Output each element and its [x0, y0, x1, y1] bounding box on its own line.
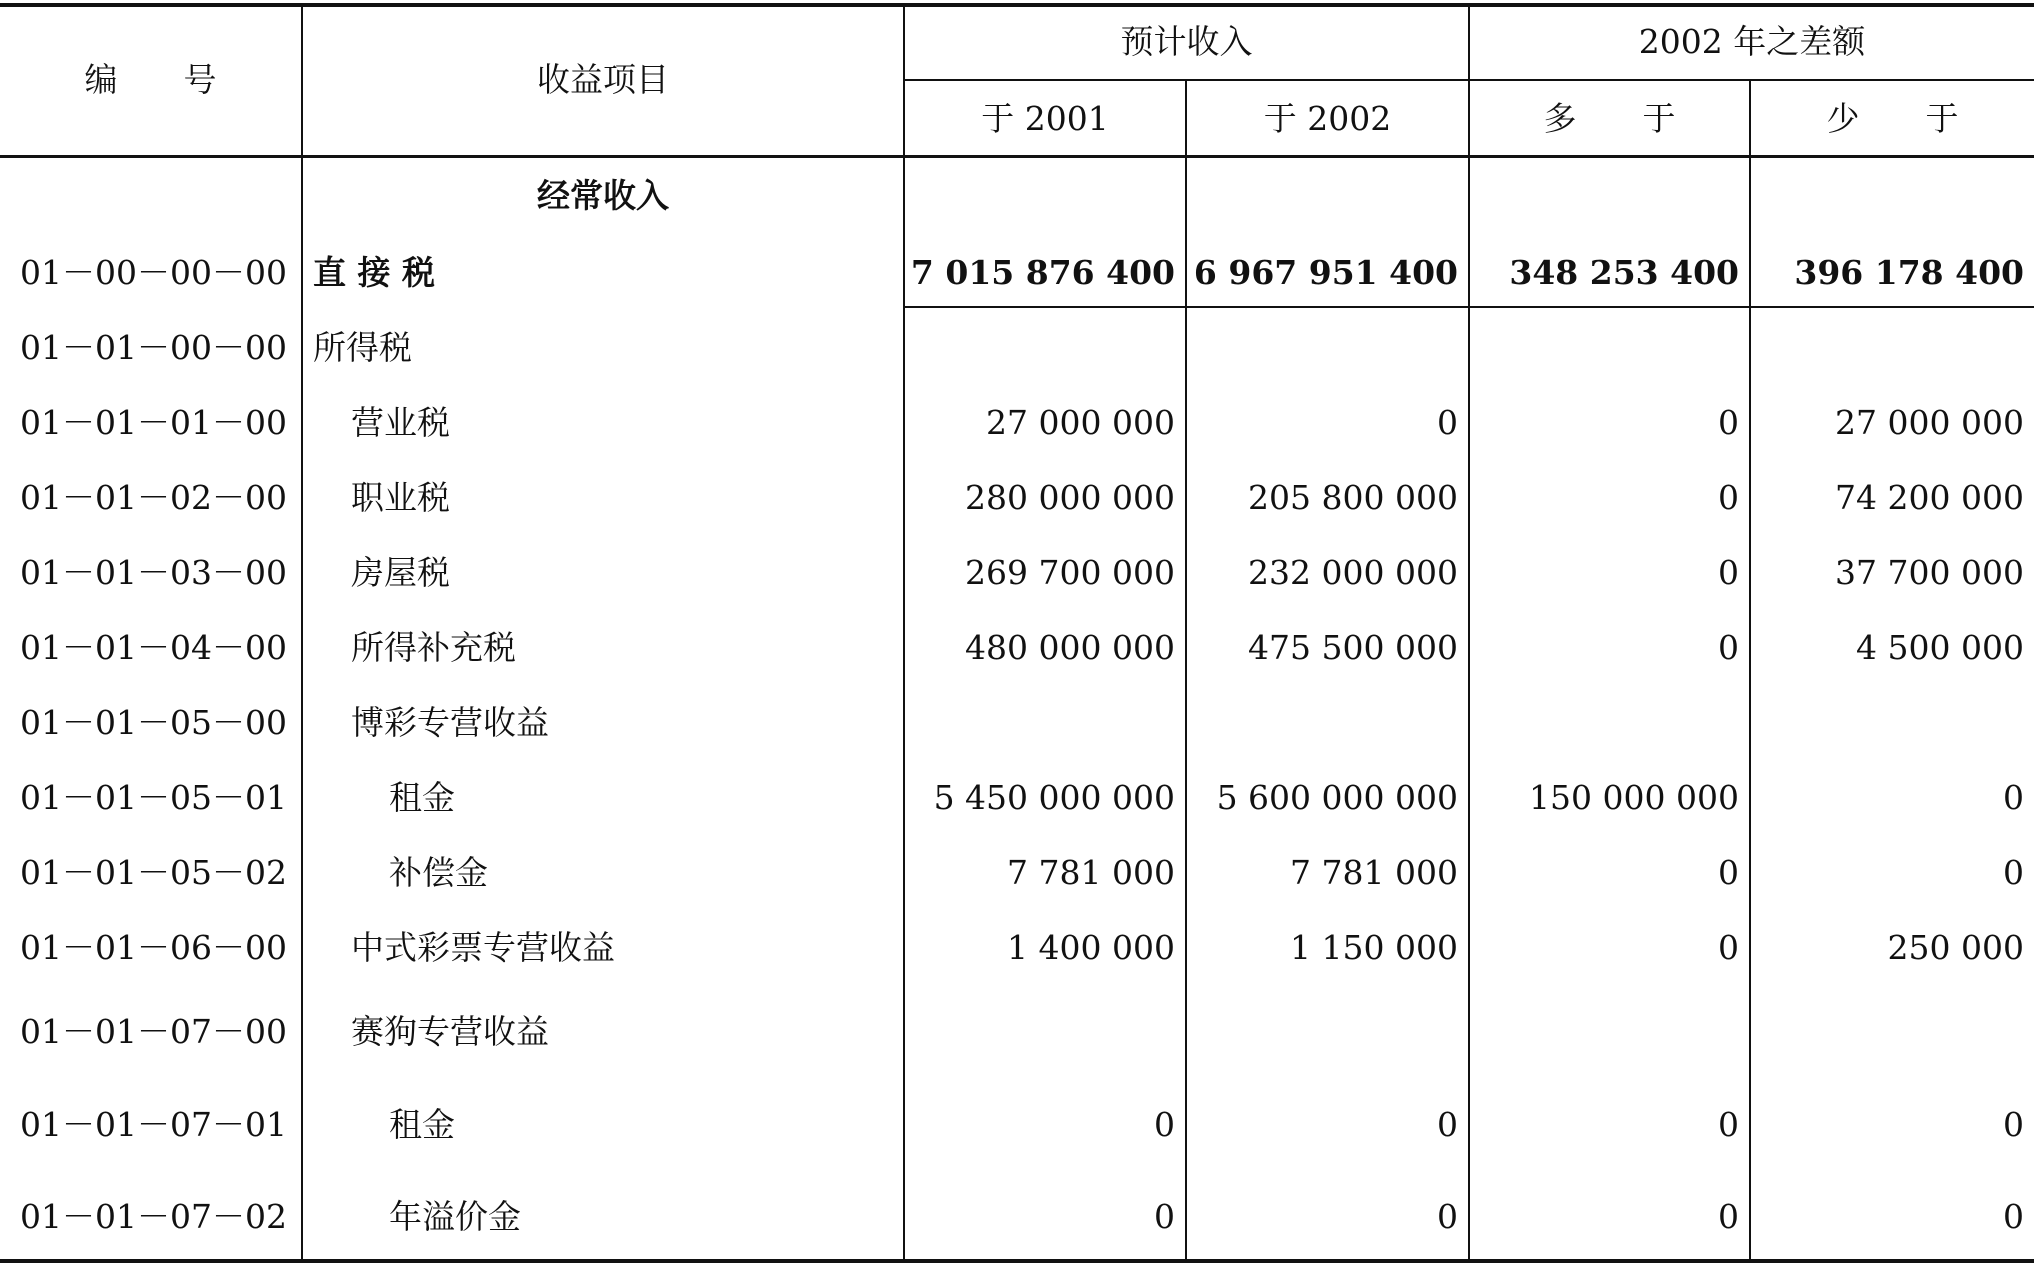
row-code: 01－01－01－00: [20, 403, 287, 442]
row-item: 租金: [389, 778, 455, 817]
row-2001: 480 000 000: [965, 628, 1175, 667]
row-2001: 5 450 000 000: [933, 778, 1175, 817]
row-2002: 5 600 000 000: [1216, 778, 1458, 817]
row-2002: 0: [1437, 1197, 1458, 1236]
row-code: 01－01－05－00: [20, 703, 287, 742]
row-item: 租金: [389, 1105, 455, 1144]
row-2002: 6 967 951 400: [1193, 253, 1458, 292]
header-bottom-rule: [0, 155, 2034, 158]
row-2002: 0: [1437, 403, 1458, 442]
row-2001: 27 000 000: [986, 403, 1175, 442]
header-item: 收益项目: [537, 60, 669, 99]
row-less: 396 178 400: [1794, 253, 2024, 292]
row-more: 150 000 000: [1529, 778, 1739, 817]
row-more: 0: [1718, 1197, 1739, 1236]
row-item: 直 接 税: [313, 253, 435, 292]
row-item: 所得税: [313, 328, 412, 367]
row-code: 01－01－04－00: [20, 628, 287, 667]
row-2002: 1 150 000: [1290, 928, 1458, 967]
row-2001: 280 000 000: [965, 478, 1175, 517]
row-code: 01－01－07－01: [20, 1105, 287, 1144]
row-code: 01－01－07－00: [20, 1012, 287, 1051]
row-code: 01－01－00－00: [20, 328, 287, 367]
header-2001: 于 2001: [981, 99, 1109, 138]
row-item: 补偿金: [389, 853, 488, 892]
row-code: 01－01－03－00: [20, 553, 287, 592]
header-less-than: 少 于: [1826, 99, 1959, 138]
row-2001: 7 781 000: [1007, 853, 1175, 892]
header-expected-income: 预计收入: [1120, 22, 1253, 61]
header-2002: 于 2002: [1263, 99, 1392, 138]
row-item: 中式彩票专营收益: [351, 928, 615, 967]
table-bottom-rule: [0, 1259, 2034, 1263]
header-id: 编 号: [84, 60, 217, 99]
table-top-rule: [0, 3, 2034, 7]
row-more: 0: [1718, 853, 1739, 892]
row-2001: 0: [1154, 1105, 1175, 1144]
section-title: 经常收入: [537, 176, 669, 215]
row-2001: 7 015 876 400: [910, 253, 1175, 292]
header-difference-2002: 2002 年之差额: [1638, 22, 1866, 61]
row-code: 01－01－05－02: [20, 853, 287, 892]
row-less: 0: [2003, 1197, 2024, 1236]
row-less: 4 500 000: [1856, 628, 2024, 667]
row-code: 01－01－02－00: [20, 478, 287, 517]
row-2002: 475 500 000: [1248, 628, 1458, 667]
row-2001: 0: [1154, 1197, 1175, 1236]
row-less: 0: [2003, 853, 2024, 892]
row-2001: 269 700 000: [965, 553, 1175, 592]
row-code: 01－01－07－02: [20, 1197, 287, 1236]
row-less: 250 000: [1887, 928, 2024, 967]
row-less: 27 000 000: [1835, 403, 2024, 442]
row-item: 房屋税: [351, 553, 450, 592]
row-code: 01－00－00－00: [20, 253, 287, 292]
row-less: 0: [2003, 778, 2024, 817]
row-more: 0: [1718, 628, 1739, 667]
row-code: 01－01－06－00: [20, 928, 287, 967]
row-2002: 232 000 000: [1248, 553, 1458, 592]
row-item: 年溢价金: [389, 1197, 521, 1236]
row-2001: 1 400 000: [1007, 928, 1175, 967]
row-more: 0: [1718, 928, 1739, 967]
row-item: 职业税: [351, 478, 450, 517]
row-item: 博彩专营收益: [351, 703, 549, 742]
row-more: 0: [1718, 553, 1739, 592]
row-more: 0: [1718, 403, 1739, 442]
row-less: 74 200 000: [1835, 478, 2024, 517]
row-more: 0: [1718, 1105, 1739, 1144]
row-item: 所得补充税: [351, 628, 516, 667]
row-item: 赛狗专营收益: [351, 1012, 549, 1051]
row-2002: 205 800 000: [1248, 478, 1458, 517]
header-more-than: 多 于: [1543, 99, 1676, 138]
row-2002: 0: [1437, 1105, 1458, 1144]
row-item: 营业税: [351, 403, 450, 442]
row-code: 01－01－05－01: [20, 778, 287, 817]
row-less: 0: [2003, 1105, 2024, 1144]
row-2002: 7 781 000: [1290, 853, 1458, 892]
row-more: 348 253 400: [1509, 253, 1739, 292]
row-less: 37 700 000: [1835, 553, 2024, 592]
row-more: 0: [1718, 478, 1739, 517]
